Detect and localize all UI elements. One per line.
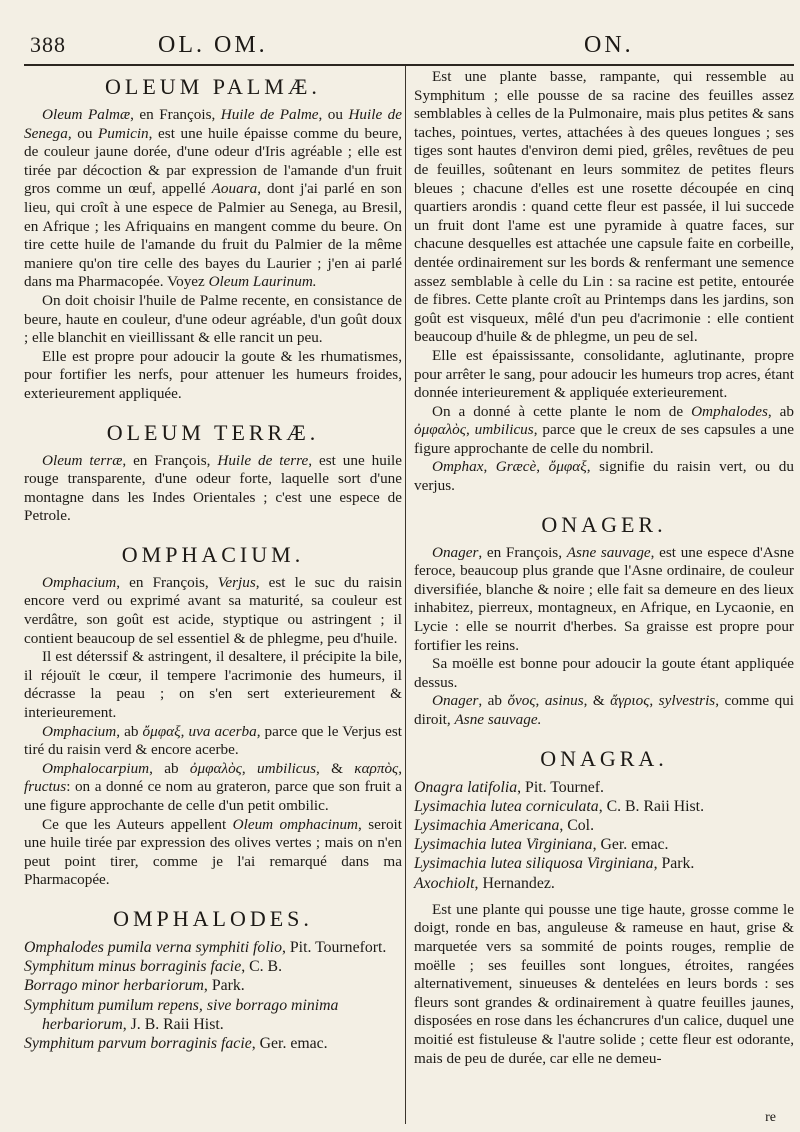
synonym-item: Lysimachia Americana, Col. xyxy=(414,817,595,834)
paragraph: Elle est propre pour adoucir la goute & les rhumatismes, pour fortifier les nerfs, pour attenuer les humeurs froides, exterieurement appliquée. xyxy=(24,347,402,402)
running-head-right: ON. xyxy=(584,32,634,58)
right-column xyxy=(414,68,794,1068)
entry-title-omphalodes: OMPHALODES. xyxy=(113,905,313,931)
paragraph: Oleum Palmæ, en François, Huile de Palme, ou Huile de Senega, ou Pumicin, est une huile épaisse comme du beure, de couleur jaune dorée, d'une odeur d'Iris agréable ; elle est tirée par décoction & par expression de l'amande d'un fruit gros comme un œuf, appellé Aouara, dont j'ai parlé en son lieu, qui croît à une espece de Palmier au Senega, au Bresil, en Afrique ; les Afriquains en mangent comme du beure. On tire cette huile de l'amande du fruit du Palmier de la même maniere qu'on tire celle des bayes du Laurier ; j'en ai parlé dans ma Pharmacopée. Voyez Oleum Laurinum. xyxy=(24,106,403,291)
synonym-list xyxy=(24,938,402,1053)
synonym-item: Axochiolt, Hernandez. xyxy=(414,874,555,892)
synonym-item: Symphitum minus borraginis facie, C. B. xyxy=(24,958,283,976)
column-divider xyxy=(405,66,406,1124)
paragraph: Onager, ab ὄνος, asinus, & ἄγριος, sylvestris, comme qui diroit, Asne sauvage. xyxy=(414,692,795,728)
paragraph: On a donné à cette plante le nom de Omphalodes, ab ὀμφαλὸς, umbilicus, parce que le creux de ses capsules a une figure approchante de celle du nombril. xyxy=(414,402,794,457)
entry-title-oleum-terrae: OLEUM TERRÆ. xyxy=(106,419,320,445)
synonym-item: Omphalodes pumila verna symphiti folio, Pit. Tournefort. xyxy=(24,938,387,956)
header-rule xyxy=(24,64,794,66)
catchword: re xyxy=(765,1110,776,1125)
paragraph: Onager, en François, Asne sauvage, est une espece d'Asne feroce, beaucoup plus grande que l'Asne ordinaire, de couleur diversifiée, blanche & noire ; elle fait sa demeure en des lieux inhabitez, pierreux, montagneux, en Afrique, en Lycaonie, en Lycie : elle se nourrit d'herbes. Sa graisse est propre pour fortifier les reins. xyxy=(414,543,795,654)
running-head-left: OL. OM. xyxy=(158,32,268,58)
synonym-item: Borrago minor herbariorum, Park. xyxy=(24,977,245,995)
paragraph: Ce que les Auteurs appellent Oleum omphacinum, seroit une huile tirée par expression des olives vertes ; mais on n'en peut point tirer, comme je l'ai remarqué dans ma Pharmacopée. xyxy=(24,815,402,889)
paragraph: Omphacium, ab ὄμφαξ, uva acerba, parce que le Verjus est tiré du raisin verd & encore acerbe. xyxy=(24,722,402,759)
paragraph: Omphacium, en François, Verjus, est le suc du raisin encore verd ou exprimé avant sa maturité, sa couleur est verdâtre, son goût est acide, styptique ou astringent ; il contient beaucoup de sel essentiel & de phlegme, peu d'huile. xyxy=(24,573,402,647)
synonym-item: Symphitum parvum borraginis facie, Ger. emac. xyxy=(24,1034,328,1052)
entry-title-omphacium: OMPHACIUM. xyxy=(121,541,305,567)
paragraph: Est une plante basse, rampante, qui ressemble au Symphitum ; elle pousse de sa racine des feuilles assez semblables à celles de la Pulmonaire, mais plus petites & sans taches, pointues, vertes, attachées à des queues longues ; ses tiges sont hautes d'environ demi pied, grêles, revêtues de peu de feuilles, soûtenant en leurs sommitez de petites fleurs bleues ; chacune d'elles est une rosette découpée en cinq quartiers arondis : quand cette fleur est passée, il lui succede un fruit dont l'ame est une pyramide à quatre faces, sur chacune desquelles est attachée une capsule faite en corbeille, dentée ordinairement sur les bords & renfermant une semence assez semblable à celle du Lin : sa racine est petite, entourée de fibres. Cette plante croît au Printemps dans les jardins, son goût est visqueux, mêlé d'un peu d'acrimonie : elle contient beaucoup d'huile & de phlegme, un peu de sel. xyxy=(414,68,794,346)
paragraph: Il est déterssif & astringent, il desaltere, il précipite la bile, il réjouït le cœur, il tempere l'acrimonie des humeurs, il décrasse la peau ; on s'en sert exterieurement & interieurement. xyxy=(24,648,402,722)
entry-title-onagra: ONAGRA. xyxy=(540,745,668,771)
entry-title-oleum-palmae: OLEUM PALMÆ. xyxy=(105,74,321,99)
paragraph: Omphalocarpium, ab ὀμφαλὸς, umbilicus, & καρπὸς, fructus: on a donné ce nom au grateron, parce que son fruit a une figure approchante de celle d'un petit ombilic. xyxy=(24,759,402,814)
synonym-item: Lysimachia lutea siliquosa Virginiana, Park. xyxy=(414,855,695,873)
synonym-item: Symphitum pumilum repens, sive borrago minima herbariorum, J. B. Raii Hist. xyxy=(24,996,339,1033)
paragraph: Oleum terræ, en François, Huile de terre, est une huile rouge transparente, d'une odeur forte, laquelle sort d'une montagne dans les Indes Orientales ; c'est une espece de Petrole. xyxy=(24,451,402,525)
paragraph: Est une plante qui pousse une tige haute, grosse comme le doigt, ronde en bas, anguleuse & rameuse en haut, grise & marquetée vers sa sommité de points rouges, remplie de moëlle ; ses feuilles sont longues, étroites, rangées alternativement, sinueuses & dentelées en leurs bords : ses fleurs sont grandes & ordinairement à quatre feuilles jaunes, disposées en rose dans les échancrures d'un calice, duquel une moitié est fistuleuse & l'autre solide ; cette fleur est odorante, mais de peu de durée, car elle ne demeu- xyxy=(414,900,794,1067)
paragraph: On doit choisir l'huile de Palme recente, en consistance de beure, haute en couleur, d'une odeur agréable, d'un goût doux ; elle blanchit en vieillissant & elle rancit un peu. xyxy=(24,291,402,347)
paragraph: Elle est épaississante, consolidante, aglutinante, propre pour arrêter le sang, pour adoucir les humeurs trop acres, étant donnée interieurement & appliquée exterieurement. xyxy=(414,346,794,402)
paragraph: Omphax, Græcè, ὄμφαξ, signifie du raisin vert, ou du verjus. xyxy=(414,458,794,495)
entry-title-onager: ONAGER. xyxy=(541,511,667,537)
synonym-item: Lysimachia lutea corniculata, C. B. Raii Hist. xyxy=(414,797,705,815)
left-column xyxy=(24,68,402,1061)
page-header xyxy=(0,30,800,60)
synonym-list xyxy=(414,778,794,893)
synonym-item: Lysimachia lutea Virginiana, Ger. emac. xyxy=(414,836,669,854)
paragraph: Sa moëlle est bonne pour adoucir la goute étant appliquée dessus. xyxy=(414,655,794,691)
synonym-item: Onagra latifolia, Pit. Tournef. xyxy=(414,778,604,796)
page-number: 388 xyxy=(30,32,66,57)
